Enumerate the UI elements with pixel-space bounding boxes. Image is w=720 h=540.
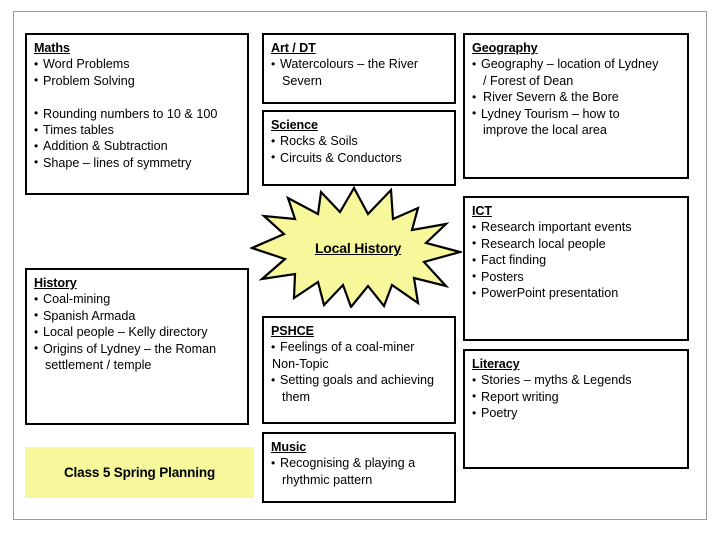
topic-box-science[interactable] — [262, 110, 456, 186]
list-item: • PowerPoint presentation — [472, 285, 680, 301]
topic-heading-history: History — [34, 276, 77, 290]
topic-heading-geography: Geography — [472, 41, 538, 55]
topic-list-pshce — [271, 339, 447, 405]
list-item: • Spanish Armada — [34, 308, 240, 324]
topic-box-ict[interactable] — [463, 196, 689, 341]
topic-heading-pshce: PSHCE — [271, 324, 314, 338]
list-item-continuation: settlement / temple — [45, 358, 152, 373]
topic-heading-maths: Maths — [34, 41, 70, 55]
list-item: • Posters — [472, 269, 680, 285]
class-planning-banner[interactable] — [25, 447, 254, 498]
topic-list-art-dt — [271, 56, 447, 89]
list-item-continuation: improve the local area — [483, 123, 607, 138]
topic-heading-music: Music — [271, 440, 307, 454]
list-item: • Addition & Subtraction — [34, 138, 240, 154]
list-item: • Problem Solving — [34, 73, 240, 89]
class-planning-label: Class 5 Spring Planning — [63, 465, 216, 480]
list-spacer — [34, 89, 240, 105]
topic-list-geography — [472, 56, 680, 138]
topic-box-geography[interactable] — [463, 33, 689, 179]
list-item: • Setting goals and achieving them — [271, 372, 447, 405]
central-topic-star[interactable] — [250, 186, 462, 308]
list-item-continuation: them — [282, 389, 310, 404]
topic-box-pshce[interactable] — [262, 316, 456, 424]
list-item: • Times tables — [34, 122, 240, 138]
list-item: • River Severn & the Bore — [472, 89, 680, 105]
central-topic-label: Local History — [314, 240, 402, 256]
topic-list-music — [271, 455, 447, 488]
list-item: • Coal-mining — [34, 291, 240, 307]
list-item: • Local people – Kelly directory — [34, 324, 240, 340]
list-item: • Research local people — [472, 236, 680, 252]
topic-box-history[interactable] — [25, 268, 249, 425]
topic-heading-art-dt: Art / DT — [271, 41, 316, 55]
list-item: • Origins of Lydney – the Roman settlement / temple — [34, 341, 240, 374]
list-item-plain: Non-Topic — [272, 356, 329, 371]
list-item: • Rocks & Soils — [271, 133, 447, 149]
topic-list-literacy — [472, 372, 680, 421]
topic-list-maths — [34, 56, 240, 171]
topic-box-music[interactable] — [262, 432, 456, 503]
list-item-continuation: Severn — [282, 73, 322, 88]
list-item: • Research important events — [472, 219, 680, 235]
topic-list-science — [271, 133, 447, 166]
list-item: • Feelings of a coal-miner — [271, 339, 447, 355]
topic-box-art-dt[interactable] — [262, 33, 456, 104]
list-item: • Word Problems — [34, 56, 240, 72]
list-item: • Circuits & Conductors — [271, 150, 447, 166]
list-item: • Recognising & playing a rhythmic pattern — [271, 455, 447, 488]
topic-box-maths[interactable] — [25, 33, 249, 195]
list-item: • Rounding numbers to 10 & 100 — [34, 106, 240, 122]
topic-heading-ict: ICT — [472, 204, 492, 218]
topic-list-history — [34, 291, 240, 373]
topic-list-ict — [472, 219, 680, 301]
list-item: • Stories – myths & Legends — [472, 372, 680, 388]
list-item: • Shape – lines of symmetry — [34, 155, 240, 171]
topic-heading-literacy: Literacy — [472, 357, 520, 371]
list-item: • Lydney Tourism – how to improve the local area — [472, 106, 680, 139]
list-item: • Report writing — [472, 389, 680, 405]
list-item-continuation: rhythmic pattern — [282, 472, 373, 487]
list-item: • Watercolours – the River Severn — [271, 56, 447, 89]
topic-box-literacy[interactable] — [463, 349, 689, 469]
list-item: • Fact finding — [472, 252, 680, 268]
topic-heading-science: Science — [271, 118, 318, 132]
list-item-continuation: / Forest of Dean — [483, 73, 574, 88]
list-item: • Poetry — [472, 405, 680, 421]
list-item: • Geography – location of Lydney / Forest of Dean — [472, 56, 680, 89]
explosion-star-icon — [250, 186, 462, 308]
